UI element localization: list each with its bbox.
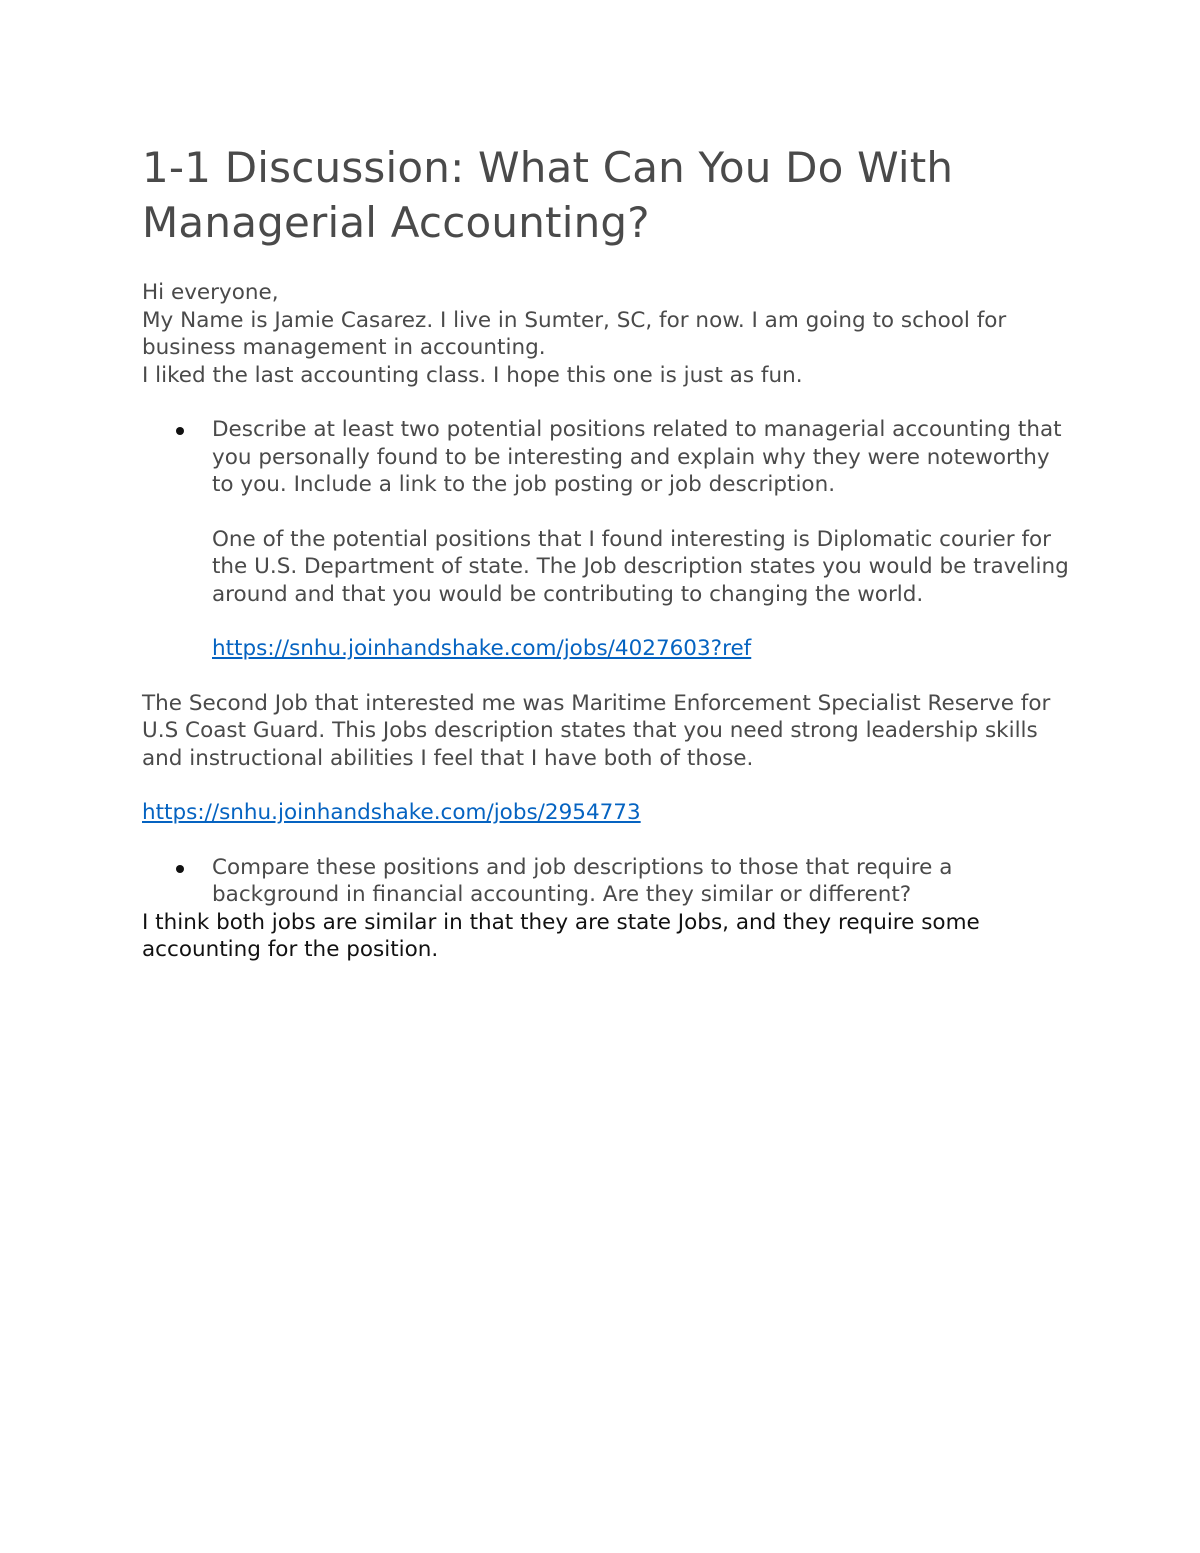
bullet-item-2 <box>142 854 1077 909</box>
bullet-item-1 <box>142 416 1077 499</box>
bullet-list-1 <box>142 416 1077 499</box>
bullet-text-2: Compare these positions and job descriptions to those that require a background in financial accounting. Are they similar or different? <box>212 854 953 907</box>
bullet-dot-icon <box>176 427 184 435</box>
intro-text-1: My Name is Jamie Casarez. I live in Sumter, SC, for now. I am going to school for business management in accounting. <box>142 307 1007 360</box>
second-job-paragraph: The Second Job that interested me was Maritime Enforcement Specialist Reserve for U.S Coast Guard. This Jobs description states that you need strong leadership skills and instructional abilities I feel that I have both of those. <box>142 690 1051 771</box>
title-line-1: 1-1 Discussion: What Can You Do With <box>142 143 954 192</box>
bullet-list-2 <box>142 854 1077 909</box>
bullet-dot-icon <box>176 865 184 873</box>
bullet-text-1: Describe at least two potential positions related to managerial accounting that you personally found to be interesting and explain why they were noteworthy to you. Include a link to the job posting or job description. <box>212 417 1062 497</box>
job-link-1[interactable]: https://snhu.joinhandshake.com/jobs/4027603?ref <box>212 636 752 661</box>
intro-text-2: I liked the last accounting class. I hope this one is just as fun. <box>142 362 803 388</box>
document-title <box>142 140 1077 250</box>
title-line-2: Managerial Accounting? <box>142 198 650 247</box>
document-body <box>142 140 1077 964</box>
link-paragraph-1 <box>142 635 1077 663</box>
greeting-text: Hi everyone, <box>142 280 279 305</box>
answer-paragraph-1: One of the potential positions that I found interesting is Diplomatic courier for the U.S. Department of state. The Job description states you would be traveling around and that you would be contributing to changing the world. <box>212 526 1069 607</box>
job-link-2[interactable]: https://snhu.joinhandshake.com/jobs/2954773 <box>142 800 641 825</box>
link-paragraph-2 <box>142 799 1077 827</box>
answer-paragraph-2: I think both jobs are similar in that they are state Jobs, and they require some accounting for the position. <box>142 909 980 962</box>
intro-paragraph <box>142 279 1077 389</box>
